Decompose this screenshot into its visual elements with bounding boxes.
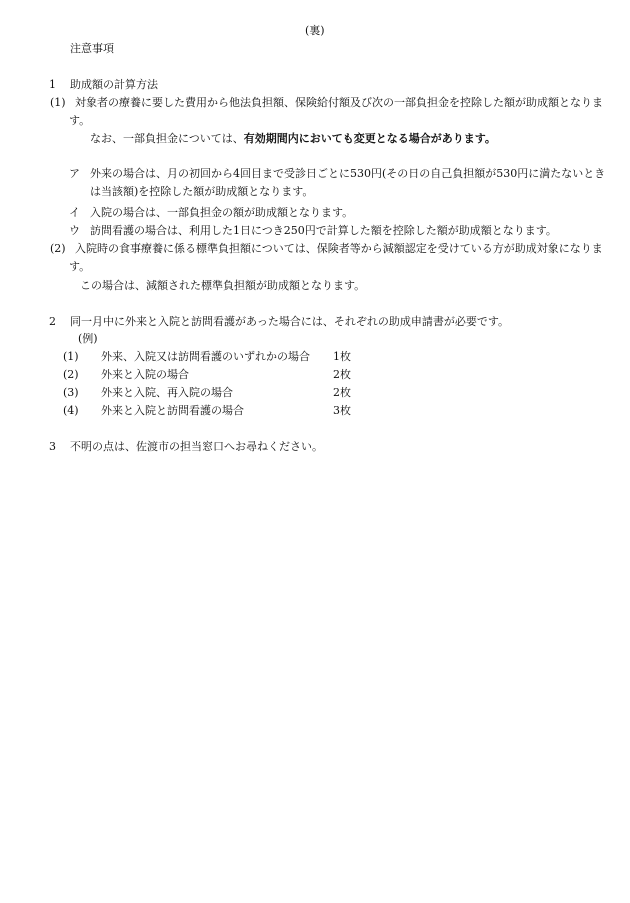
example-text: 外来と入院の場合 [101,368,189,381]
item1-line1: 対象者の療養に要した費用から他法負担額、保険給付額及び次の一部負担金を控除した額が助成額となりま [75,96,603,109]
section3-heading: 不明の点は、佐渡市の担当窓口へお尋ねください。 [70,440,323,453]
side-label: (裏) [305,24,325,37]
item1-note [90,130,496,148]
example-number: (1) [63,350,79,363]
section2-heading: 同一月中に外来と入院と訪問看護があった場合には、それぞれの助成申請書が必要です。 [70,315,510,328]
item-a-line1: 外来の場合は、月の初回から4回目まで受診日ごとに530円(その日の自己負担額が530円に満たないとき [90,167,606,180]
item-i-line1: 入院の場合は、一部負担金の額が助成額となります。 [90,206,354,219]
item2-line2: す。 [69,260,91,273]
section3-number: 3 [49,440,56,453]
item2-line1: 入院時の食事療養に係る標準負担額については、保険者等から減額認定を受けている方が助成対象になりま [75,242,603,255]
example-count: 1枚 [333,350,351,363]
notes-title: 注意事項 [70,42,114,55]
example-number: (4) [63,404,79,417]
example-number: (2) [63,368,79,381]
example-count: 3枚 [333,404,351,417]
example-text: 外来と入院と訪問看護の場合 [101,404,244,417]
item2-note: この場合は、減額された標準負担額が助成額となります。 [80,279,366,292]
example-count: 2枚 [333,386,351,399]
item-a-line2: は当該額)を控除した額が助成額となります。 [90,185,314,198]
example-text: 外来、入院又は訪問看護のいずれかの場合 [101,350,310,363]
section2-number: 2 [49,315,56,328]
item-a-kana: ア [69,167,80,180]
example-number: (3) [63,386,79,399]
section1-number: 1 [49,78,56,91]
section1-heading: 助成額の計算方法 [70,78,158,91]
item1-note-plain: なお、一部負担金については、 [90,132,244,145]
item1-line2: す。 [69,114,91,127]
item-u-line1: 訪問看護の場合は、利用した1日につき250円で計算した額を控除した額が助成額となります。 [90,224,557,237]
item-i-kana: イ [69,206,80,219]
item2-number: (2) [50,242,66,255]
example-count: 2枚 [333,368,351,381]
item1-note-bold: 有効期間内においても変更となる場合があります。 [243,132,496,145]
item-u-kana: ウ [69,224,80,237]
example-text: 外来と入院、再入院の場合 [101,386,233,399]
item1-number: (1) [50,96,66,109]
example-label: (例) [78,332,98,345]
